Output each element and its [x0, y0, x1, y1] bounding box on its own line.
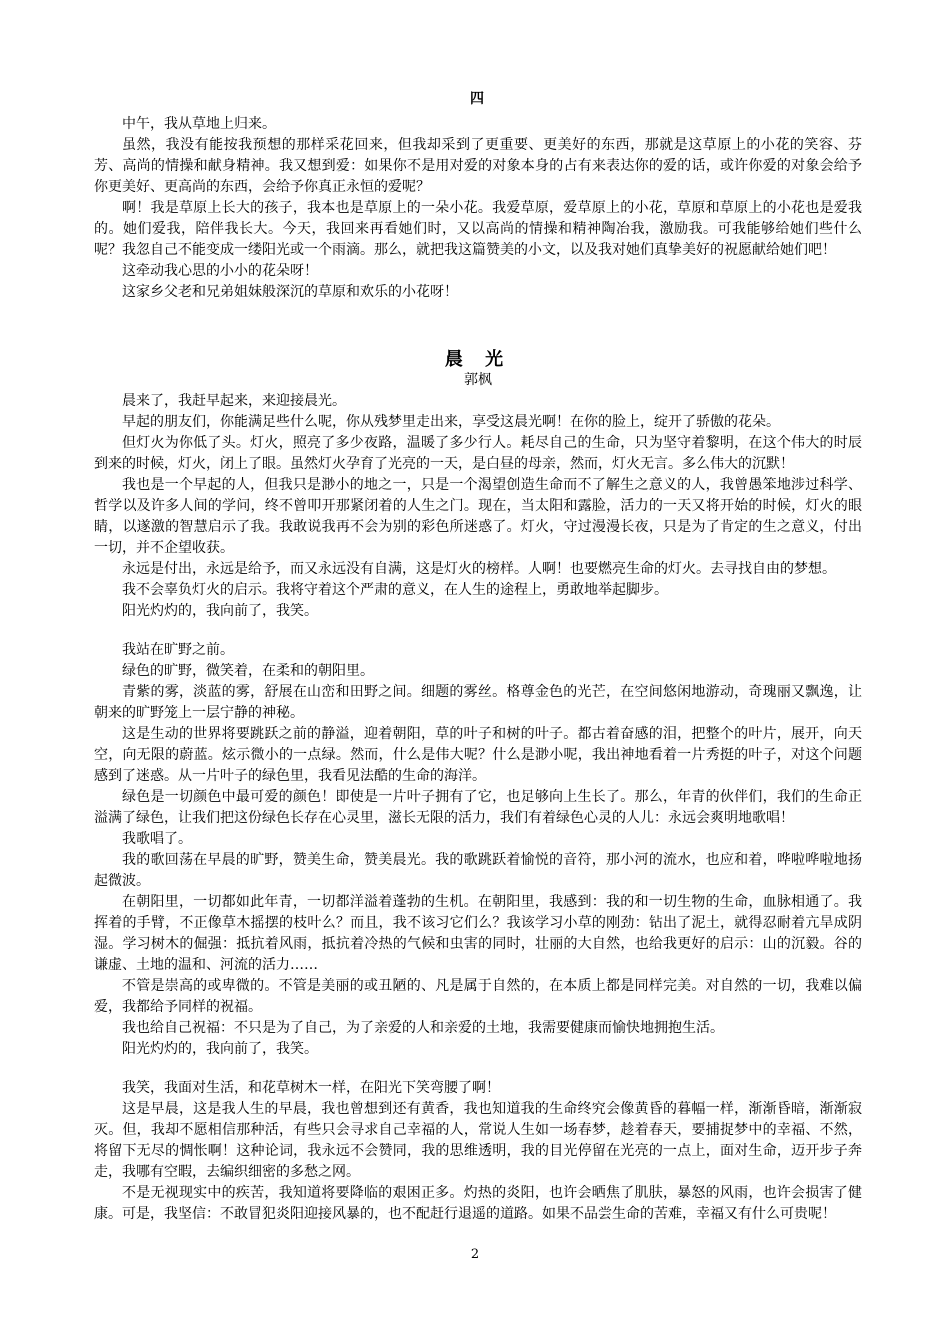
- paragraph: 我笑，我面对生活，和花草树木一样，在阳光下笑弯腰了啊！: [122, 1080, 500, 1096]
- section-heading: 四: [470, 91, 486, 107]
- paragraph: 我站在旷野之前。: [122, 642, 234, 658]
- paragraph: 不管是崇高的或卑微的。不管是美丽的或丑陋的、凡是属于自然的，在本质上都是同样完美。对自然的一切，我难以偏爱，我都给予同样的祝福。: [94, 978, 862, 1015]
- paragraph: 在朝阳里，一切都如此年青，一切都洋溢着蓬勃的生机。在朝阳里，我感到：我的和一切生物的生命，血脉相通了。我挥着的手臂，不正像草木摇摆的枝叶么？而且，我不该习它们么？我该学习小草的刚劲：钻出了泥土，就得忍耐着亢旱成阴湿。学习树木的倔强：抵抗着风雨，抵抗着冷热的气候和虫害的同时，壮丽的大自然，也给我更好的启示：山的沉毅。谷的谦虚、土地的温和、河流的活力……: [94, 894, 862, 973]
- paragraph: 中午，我从草地上归来。: [122, 116, 276, 132]
- paragraph: 这是早晨，这是我人生的早晨，我也曾想到还有黄香，我也知道我的生命终究会像黄昏的暮幅一样，渐渐昏暗，渐渐寂灭。但，我却不愿相信那种活，有些只会寻求自己幸福的人，常说人生如一场春梦，趁着春天，要捕捉梦中的幸福、不然，将留下无尽的惆怅啊！这种论词，我永远不会赞同，我的思维透明，我的目光停留在光亮的一点上，面对生命，迈开步子奔走，我哪有空暇，去编织细密的多愁之网。: [94, 1101, 862, 1180]
- paragraph: 阳光灼灼的，我向前了，我笑。: [122, 603, 318, 619]
- paragraph: 青紫的雾，淡蓝的雾，舒展在山峦和田野之间。细题的雾丝。格尊金色的光芒，在空间悠闲地游动，奇瑰丽又飘逸，让朝来的旷野笼上一层宁静的神秘。: [94, 684, 862, 721]
- paragraph: 我的歌回荡在早晨的旷野，赞美生命，赞美晨光。我的歌跳跃着愉悦的音符，那小河的流水，也应和着，哗啦哗啦地扬起微波。: [94, 852, 862, 889]
- paragraph: 阳光灼灼的，我向前了，我笑。: [122, 1041, 318, 1057]
- paragraph: 我歌唱了。: [122, 831, 192, 847]
- document-body: [94, 90, 862, 1225]
- paragraph: 我也是一个早起的人，但我只是渺小的地之一，只是一个渴望创造生命而不了解生之意义的人，我曾愚笨地涉过科学、哲学以及许多人间的学问，终不曾叩开那紧闭着的人生之门。现在，当太阳和露脸，活力的一天又将开始的时候，灯火的眼睛，以遂激的智慧启示了我。我敢说我再不会为别的彩色所迷惑了。灯火，守过漫漫长夜，只是为了肯定的生之意义，付出一切，并不企望收获。: [94, 477, 862, 556]
- paragraph: 这是生动的世界将要跳跃之前的静溢，迎着朝阳，草的叶子和树的叶子。都古着奋感的泪，把整个的叶片，展开，向天空，向无限的蔚蓝。炫示微小的一点绿。然而，什么是伟大呢？什么是渺小呢，我出神地看着一片秀挺的叶子，对这个问题感到了迷惑。从一片叶子的绿色里，我看见法酷的生命的海洋。: [94, 726, 862, 784]
- paragraph: 绿色是一切颜色中最可爱的颜色！即使是一片叶子拥有了它，也足够向上生长了。那么，年青的伙伴们，我们的生命正溢满了绿色，让我们把这份绿色长存在心灵里，滋长无限的活力，我们有着绿色心灵的人儿：永远会爽明地歌唱！: [94, 789, 862, 826]
- paragraph: 啊！我是草原上长大的孩子，我本也是草原上的一朵小花。我爱草原，爱草原上的小花，草原和草原上的小花也是爱我的。她们爱我，陪伴我长大。今天，我回来再看她们时，又以高尚的情操和精神陶冶我，激励我。可我能够给她们些什么呢？我忽自己不能变成一缕阳光或一个雨滴。那么，就把我这篇赞美的小文，以及我对她们真挚美好的祝愿献给她们吧！: [94, 200, 862, 258]
- paragraph: 晨来了，我赶早起来，来迎接晨光。: [122, 393, 346, 409]
- paragraph: 永远是付出，永远是给予，而又永远没有自满，这是灯火的榜样。人啊！也要燃亮生命的灯火。去寻找自由的梦想。: [122, 561, 836, 577]
- essay-title: 晨 光: [444, 349, 512, 370]
- section-gap: [94, 1060, 862, 1078]
- paragraph: 我不会辜负灯火的启示。我将守着这个严肃的意义，在人生的途程上，勇敢地举起脚步。: [122, 582, 668, 598]
- paragraph: 这家乡父老和兄弟姐妹般深沉的草原和欢乐的小花呀！: [122, 284, 458, 300]
- paragraph: 这牵动我心思的小小的花朵呀！: [122, 263, 318, 279]
- paragraph: 早起的朋友们，你能满足些什么呢，你从残梦里走出来，享受这晨光啊！在你的脸上，绽开了骄傲的花朵。: [122, 414, 780, 430]
- section-gap: [94, 622, 862, 640]
- section-gap: [94, 303, 862, 349]
- paragraph: 绿色的旷野，微笑着，在柔和的朝阳里。: [122, 663, 374, 679]
- page-number: 2: [470, 1247, 480, 1262]
- essay-author: 郭枫: [464, 372, 492, 388]
- paragraph: 虽然，我没有能按我预想的那样采花回来，但我却采到了更重要、更美好的东西，那就是这草原上的小花的笑容、芬芳、高尚的情操和献身精神。我又想到爱：如果你不是用对爱的对象本身的占有来表达你的爱的话，或许你爱的对象会给予你更美好、更高尚的东西，会给予你真正永恒的爱呢？: [94, 137, 862, 195]
- paragraph: 不是无视现实中的疾苦，我知道将要降临的艰困正多。灼热的炎阳，也许会晒焦了肌肤，暴怒的风雨，也许会损害了健康。可是，我坚信：不敢冒犯炎阳迎接风暴的，也不配赶行退遥的道路。如果不品尝生命的苦难，幸福又有什么可贵呢！: [94, 1185, 862, 1222]
- paragraph: 但灯火为你低了头。灯火，照亮了多少夜路，温暖了多少行人。耗尽自己的生命，只为坚守着黎明，在这个伟大的时辰到来的时候，灯火，闭上了眼。虽然灯火孕育了光亮的一天，是白昼的母亲，然而，灯火无言。多么伟大的沉默！: [94, 435, 862, 472]
- paragraph: 我也给自己祝福：不只是为了自己，为了亲爱的人和亲爱的土地，我需要健康而愉快地拥抱生活。: [122, 1020, 724, 1036]
